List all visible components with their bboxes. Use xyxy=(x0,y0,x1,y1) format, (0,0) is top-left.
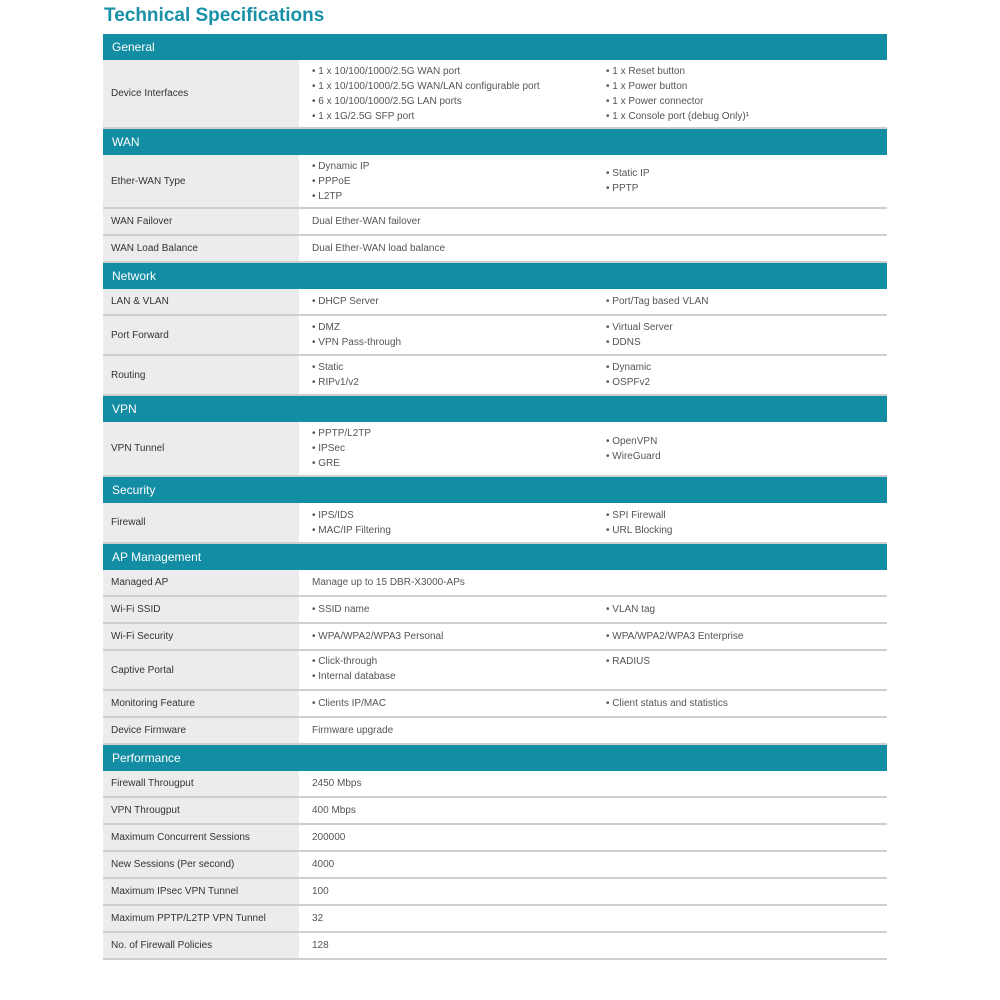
spec-row xyxy=(103,356,887,396)
spec-row xyxy=(103,771,887,798)
spec-label: Wi-Fi Security xyxy=(103,624,299,649)
spec-row xyxy=(103,503,887,544)
spec-value xyxy=(299,597,887,622)
bullet-item: • 1 x 10/100/1000/2.5G WAN/LAN configurable port xyxy=(312,79,606,94)
spec-value-column xyxy=(312,422,606,475)
spec-row xyxy=(103,852,887,879)
spec-value: Dual Ether-WAN load balance xyxy=(312,243,446,254)
bullet-item: • PPPoE xyxy=(312,174,606,189)
spec-value-column xyxy=(606,651,887,689)
spec-row xyxy=(103,691,887,718)
spec-label: Maximum PPTP/L2TP VPN Tunnel xyxy=(103,906,299,931)
spec-row xyxy=(103,651,887,691)
spec-row xyxy=(103,236,887,263)
bullet-item: • Port/Tag based VLAN xyxy=(606,294,887,309)
spec-row xyxy=(103,718,887,745)
spec-value xyxy=(299,422,887,475)
bullet-item: • PPTP/L2TP xyxy=(312,426,606,441)
spec-label: Monitoring Feature xyxy=(103,691,299,716)
bullet-item: • Dynamic xyxy=(606,360,887,375)
bullet-item: • OSPFv2 xyxy=(606,375,887,390)
spec-row xyxy=(103,597,887,624)
spec-label: New Sessions (Per second) xyxy=(103,852,299,877)
bullet-item: • 1 x Console port (debug Only)¹ xyxy=(606,109,887,124)
bullet-item: • PPTP xyxy=(606,181,887,196)
bullet-item: • RIPv1/v2 xyxy=(312,375,606,390)
spec-label: Managed AP xyxy=(103,570,299,595)
spec-label: Device Interfaces xyxy=(103,60,299,127)
spec-row xyxy=(103,798,887,825)
spec-value xyxy=(299,60,887,127)
bullet-item: • IPS/IDS xyxy=(312,508,606,523)
bullet-item: • L2TP xyxy=(312,189,606,204)
spec-label: Port Forward xyxy=(103,316,299,354)
spec-value: 100 xyxy=(312,886,329,897)
spec-label: Captive Portal xyxy=(103,651,299,689)
spec-label: WAN Failover xyxy=(103,209,299,234)
spec-label: Maximum IPsec VPN Tunnel xyxy=(103,879,299,904)
section-header: Performance xyxy=(103,745,887,771)
bullet-item: • OpenVPN xyxy=(606,434,887,449)
spec-row xyxy=(103,825,887,852)
section-header: WAN xyxy=(103,129,887,155)
spec-row xyxy=(103,289,887,316)
spec-value-column xyxy=(606,60,887,127)
spec-label: Device Firmware xyxy=(103,718,299,743)
bullet-item: • Internal database xyxy=(312,669,606,684)
section-header: Network xyxy=(103,263,887,289)
bullet-item: • URL Blocking xyxy=(606,523,887,538)
spec-value-column xyxy=(312,289,606,314)
bullet-item: • GRE xyxy=(312,456,606,471)
bullet-item: • 6 x 10/100/1000/2.5G LAN ports xyxy=(312,94,606,109)
spec-value-column xyxy=(606,356,887,394)
spec-value-column xyxy=(312,503,606,542)
spec-label: Ether-WAN Type xyxy=(103,155,299,207)
spec-label: LAN & VLAN xyxy=(103,289,299,314)
spec-value-column xyxy=(606,624,887,649)
bullet-item: • Virtual Server xyxy=(606,320,887,335)
bullet-item: • 1 x 1G/2.5G SFP port xyxy=(312,109,606,124)
section-header: VPN xyxy=(103,396,887,422)
spec-value: Firmware upgrade xyxy=(312,725,394,736)
spec-label: Firewall xyxy=(103,503,299,542)
bullet-item: • Static xyxy=(312,360,606,375)
bullet-item: • WPA/WPA2/WPA3 Enterprise xyxy=(606,629,887,644)
spec-value: Manage up to 15 DBR-X3000-APs xyxy=(312,577,465,588)
spec-row xyxy=(103,60,887,129)
spec-value: 4000 xyxy=(312,859,335,870)
spec-row xyxy=(103,570,887,597)
spec-value-column xyxy=(606,503,887,542)
spec-row xyxy=(103,155,887,209)
section-header: Security xyxy=(103,477,887,503)
spec-row xyxy=(103,422,887,477)
spec-value-column xyxy=(312,356,606,394)
spec-value-column xyxy=(312,597,606,622)
spec-value-column xyxy=(606,422,887,475)
bullet-item: • 1 x 10/100/1000/2.5G WAN port xyxy=(312,64,606,79)
spec-row xyxy=(103,879,887,906)
bullet-item: • 1 x Power connector xyxy=(606,94,887,109)
spec-row xyxy=(103,933,887,960)
bullet-item: • MAC/IP Filtering xyxy=(312,523,606,538)
bullet-item: • WireGuard xyxy=(606,449,887,464)
spec-value xyxy=(299,316,887,354)
spec-value-column xyxy=(606,289,887,314)
spec-value xyxy=(299,289,887,314)
spec-value-column xyxy=(312,60,606,127)
bullet-item: • VLAN tag xyxy=(606,602,887,617)
bullet-item: • 1 x Power button xyxy=(606,79,887,94)
spec-label: Routing xyxy=(103,356,299,394)
bullet-item: • DHCP Server xyxy=(312,294,606,309)
spec-value xyxy=(299,155,887,207)
spec-label: Maximum Concurrent Sessions xyxy=(103,825,299,850)
bullet-item: • RADIUS xyxy=(606,654,887,669)
bullet-item: • 1 x Reset button xyxy=(606,64,887,79)
spec-row xyxy=(103,316,887,356)
section-header: AP Management xyxy=(103,544,887,570)
bullet-item: • Dynamic IP xyxy=(312,159,606,174)
spec-value-column xyxy=(312,624,606,649)
spec-value: 128 xyxy=(312,940,329,951)
spec-label: Wi-Fi SSID xyxy=(103,597,299,622)
spec-value xyxy=(299,651,887,689)
spec-value-column xyxy=(606,691,887,716)
spec-row xyxy=(103,209,887,236)
spec-value xyxy=(299,356,887,394)
spec-value-column xyxy=(606,316,887,354)
bullet-item: • DDNS xyxy=(606,335,887,350)
spec-table xyxy=(103,34,887,960)
spec-row xyxy=(103,906,887,933)
spec-label: VPN Tunnel xyxy=(103,422,299,475)
spec-value: 32 xyxy=(312,913,324,924)
spec-value-column xyxy=(606,597,887,622)
spec-value-column xyxy=(312,691,606,716)
spec-value: 200000 xyxy=(312,832,346,843)
spec-value: 2450 Mbps xyxy=(312,778,362,789)
spec-value: 400 Mbps xyxy=(312,805,356,816)
spec-value-column xyxy=(606,155,887,207)
section-header: General xyxy=(103,34,887,60)
spec-value-column xyxy=(312,316,606,354)
bullet-item: • SPI Firewall xyxy=(606,508,887,523)
bullet-item: • VPN Pass-through xyxy=(312,335,606,350)
spec-value xyxy=(299,624,887,649)
spec-value-column xyxy=(312,651,606,689)
spec-label: No. of Firewall Policies xyxy=(103,933,299,958)
bullet-item: • Click-through xyxy=(312,654,606,669)
spec-label: VPN Througput xyxy=(103,798,299,823)
spec-value xyxy=(299,503,887,542)
spec-label: Firewall Througput xyxy=(103,771,299,796)
bullet-item: • IPSec xyxy=(312,441,606,456)
spec-label: WAN Load Balance xyxy=(103,236,299,261)
page-title: Technical Specifications xyxy=(104,5,325,26)
spec-value xyxy=(299,691,887,716)
bullet-item: • Static IP xyxy=(606,166,887,181)
bullet-item: • Clients IP/MAC xyxy=(312,696,606,711)
spec-value-column xyxy=(312,155,606,207)
bullet-item: • SSID name xyxy=(312,602,606,617)
spec-row xyxy=(103,624,887,651)
bullet-item: • Client status and statistics xyxy=(606,696,887,711)
bullet-item: • WPA/WPA2/WPA3 Personal xyxy=(312,629,606,644)
spec-value: Dual Ether-WAN failover xyxy=(312,216,421,227)
bullet-item: • DMZ xyxy=(312,320,606,335)
